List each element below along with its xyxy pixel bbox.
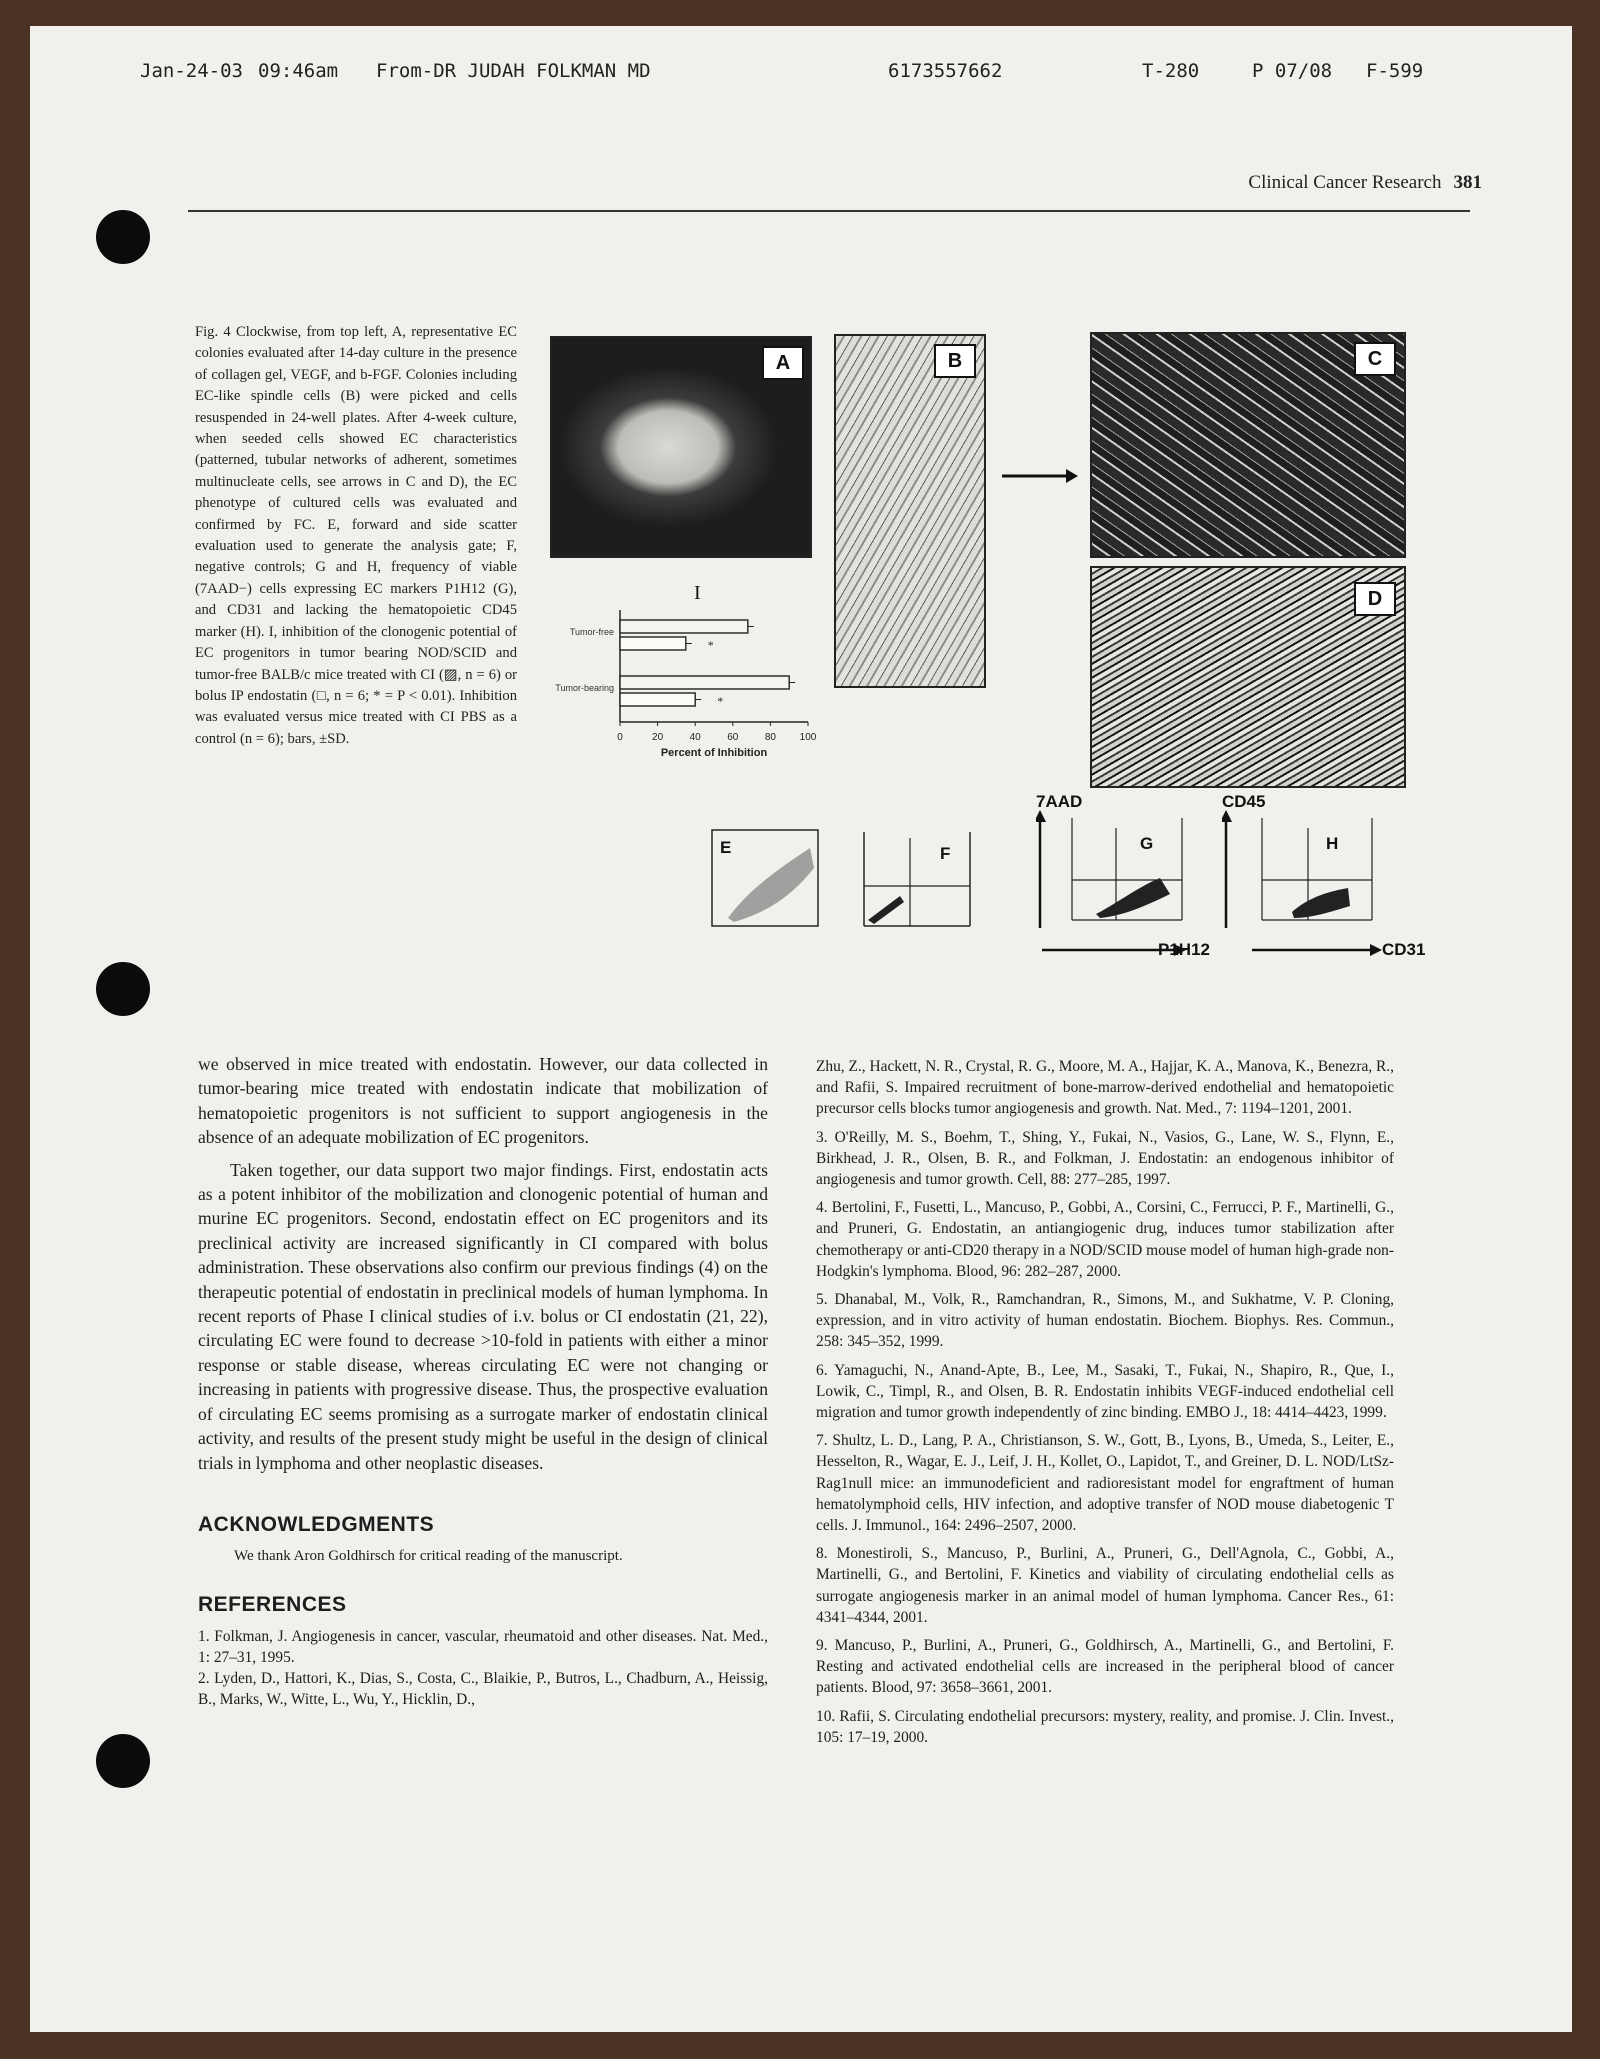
panel-h-y-axis-label: CD45 — [1222, 792, 1266, 811]
acknowledgments-heading: ACKNOWLEDGMENTS — [198, 1512, 435, 1536]
panel-a-micrograph — [550, 336, 812, 558]
panel-f-label: F — [940, 844, 951, 863]
body-paragraph-2: Taken together, our data support two major findings. First, endostatin acts as a potent inhibitor of the mobilization and clonogenic potential of human and murine EC progenitors. Second, endostatin effect on EC progenitors and its preclinical activity are increased significantly in CI compared with bolus administration. These observations also confirm our previous findings (4) on the therapeutic potential of endostatin in preclinical models of human lymphoma. In recent reports of Phase I clinical studies of i.v. bolus or CI endostatin (21, 22), circulating EC were found to decrease >10-fold in patients with either a minor response or stable disease, whereas circulating EC were not changing or increasing in patients with progressive disease. Thus, the prospective evaluation of circulating EC seems promising as a surrogate marker of endostatin clinical activity, and results of the present study might be useful in the design of clinical trials in lymphoma and other neoplastic diseases. — [198, 1159, 768, 1473]
panel-g-label: G — [1140, 834, 1154, 853]
panel-f-dot-plot — [860, 828, 974, 932]
panel-e-label: E — [720, 838, 732, 857]
chart-category-label: Tumor-bearing — [555, 683, 614, 693]
panel-a-label: A — [762, 346, 804, 380]
journal-name: Clinical Cancer Research — [1248, 172, 1442, 193]
fax-page: P 07/08 — [1252, 60, 1333, 82]
figure-caption: Fig. 4 Clockwise, from top left, A, representative EC colonies evaluated after 14-day culture in the presence of collagen gel, VEGF, and b-FGF. Colonies including EC-like spindle cells (B) were picked and cells resuspended in 24-well plates. After 4-week culture, when seeded cells showed EC characteristics (patterned, tubular networks of adherent, sometimes multinucleate cells, see arrows in C and D), the EC phenotype of cultured cells was evaluated and confirmed by FC. E, forward and side scatter evaluation used to generate the analysis gate; F, negative controls; G and H, frequency of viable (7AAD−) cells expressing EC markers P1H12 (G), and CD31 and lacking the hematopoietic CD45 marker (H). I, inhibition of the clonogenic potential of EC progenitors in tumor bearing NOD/SCID and tumor-free BALB/c mice treated with CI (▨, n = 6) or bolus IP endostatin (□, n = 6; * = P < 0.01). Inhibition was evaluated versus mice treated with CI PBS as a control (n = 6); bars, ±SD. — [195, 324, 517, 747]
panel-f-dotplot — [860, 828, 974, 932]
acknowledgments-text: We thank Aron Goldhirsch for critical reading of the manuscript. — [234, 1548, 623, 1565]
panel-d-micrograph — [1090, 566, 1406, 788]
fax-date: Jan-24-03 — [140, 60, 243, 82]
punch-hole-top — [96, 210, 150, 264]
chart-significance-mark: * — [707, 638, 714, 652]
fax-phone: 6173557662 — [888, 60, 1003, 82]
panel-h-label: H — [1326, 834, 1339, 853]
reference-7: 7. Shultz, L. D., Lang, P. A., Christianson, S. W., Gott, B., Lyons, B., Umeda, S., Leiter, E., Hesselton, R., Wagar, E. J., Leif, J. H., Kollet, O., Lapidot, T., and Greiner, D. L. NOD/LtSz-Rag1null mice: an immunodeficient and radioresistant model for engraftment of human hematolymphoid cells, HIV infection, and adoptive transfer of NOD mouse diabetogenic T cells. J. Immunol., 164: 2496–2507, 2000. — [816, 1432, 1394, 1535]
chart-x-tick-label: 80 — [764, 732, 776, 743]
panel-g-plot — [1036, 808, 1226, 958]
body-left-column — [198, 1052, 768, 1711]
panel-i-chart — [532, 582, 832, 802]
reference-3: 3. O'Reilly, M. S., Boehm, T., Shing, Y., Fukai, N., Vasios, G., Lane, W. S., Flynn, E., Birkhead, J. R., Olsen, B. R., and Folkman, J. Endostatin: an endogenous inhibitor of angiogenesis and tumor growth. Cell, 88: 277–285, 1997. — [816, 1128, 1394, 1189]
body-right-column — [816, 1056, 1394, 1755]
reference-1: 1. Folkman, J. Angiogenesis in cancer, vascular, rheumatoid and other diseases. Nat. Med., 1: 27–31, 1995. — [198, 1627, 768, 1666]
punch-hole-bottom — [96, 1734, 150, 1788]
panel-c-micrograph — [1090, 332, 1406, 558]
panel-e-scatter — [710, 828, 822, 932]
reference-2-start: 2. Lyden, D., Hattori, K., Dias, S., Costa, C., Blaikie, P., Butros, L., Chadburn, A., Heissig, B., Marks, W., Witte, L., Wu, Y., Hicklin, D., — [198, 1670, 768, 1709]
reference-8: 8. Monestiroli, S., Mancuso, P., Burlini, A., Pruneri, G., Dell'Agnola, C., Gobbi, A., Martinelli, G., and Bertolini, F. Kinetics and viability of circulating endothelial cells as surrogate angiogenesis marker in an animal model of human lymphoma. Cancer Res., 61: 4341–4344, 2001. — [816, 1545, 1394, 1626]
chart-x-tick-label: 40 — [689, 732, 701, 743]
references-heading: REFERENCES — [198, 1593, 347, 1617]
chart-significance-mark: * — [717, 694, 724, 708]
panel-i-label: I — [694, 582, 701, 604]
panel-b-micrograph — [834, 334, 986, 688]
chart-x-tick-label: 20 — [652, 732, 664, 743]
panel-g-x-axis-label: P1H12 — [1158, 940, 1210, 959]
panel-g-y-axis-label: 7AAD — [1036, 792, 1083, 811]
panel-d-label: D — [1354, 582, 1396, 616]
body-paragraph-1: we observed in mice treated with endostatin. However, our data collected in tumor-bearing mice treated with endostatin indicate that mobilization of hematopoietic progenitors is not sufficient to support angiogenesis in the absence of an adequate mobilization of EC progenitors. — [198, 1054, 768, 1148]
fax-t-code: T-280 — [1142, 60, 1200, 82]
journal-page-number: 381 — [1453, 172, 1482, 193]
figure-4 — [530, 316, 1430, 966]
chart-bar — [620, 676, 789, 689]
chart-x-tick-label: 100 — [799, 732, 817, 743]
panel-h-x-axis-label: CD31 — [1382, 940, 1426, 959]
chart-x-tick-label: 0 — [617, 732, 623, 743]
punch-hole-middle — [96, 962, 150, 1016]
reference-5: 5. Dhanabal, M., Volk, R., Ramchandran, R., Simons, M., and Sukhatme, V. P. Cloning, expression, and in vitro activity of human endostatin. Biochem. Biophys. Res. Commun., 258: 345–352, 1999. — [816, 1291, 1394, 1351]
reference-4: 4. Bertolini, F., Fusetti, L., Mancuso, P., Gobbi, A., Corsini, C., Ferrucci, P. F., Martinelli, G., and Pruneri, G. Endostatin, an antiangiogenic drug, induces tumor stabilization after chemotherapy or anti-CD20 therapy in a NOD/SCID mouse model of human high-grade non-Hodgkin's lymphoma. Blood, 96: 282–287, 2000. — [816, 1199, 1394, 1280]
chart-bar — [620, 637, 686, 650]
reference-2-end: Zhu, Z., Hackett, N. R., Crystal, R. G., Moore, M. A., Hajjar, K. A., Manova, K., Benezra, R., and Rafii, S. Impaired recruitment of bone-marrow-derived endothelial and hematopoietic precursor cells blocks tumor angiogenesis and growth. Nat. Med., 7: 1194–1201, 2001. — [816, 1058, 1394, 1118]
chart-x-axis-label: Percent of Inhibition — [660, 747, 768, 759]
arrow-b-to-c-icon — [1000, 466, 1080, 486]
chart-bar — [620, 693, 695, 706]
panel-c-label: C — [1354, 342, 1396, 376]
inhibition-bar-chart — [532, 602, 832, 802]
fax-time: 09:46am — [258, 60, 339, 82]
panel-g-dotplot — [1036, 792, 1226, 962]
reference-9: 9. Mancuso, P., Burlini, A., Pruneri, G., Goldhirsch, A., Martinelli, G., and Bertolini, F. Resting and activated endothelial cells are increased in the peripheral blood of cancer patients. Blood, 97: 3658–3661, 2001. — [816, 1637, 1394, 1697]
panel-h-dotplot — [1222, 792, 1426, 962]
panel-b-label: B — [934, 344, 976, 378]
reference-6: 6. Yamaguchi, N., Anand-Apte, B., Lee, M., Sasaki, T., Fukai, N., Shapiro, R., Que, I., Lowik, C., Timpl, R., and Olsen, B. R. Endostatin inhibits VEGF-induced endothelial cell migration and tumor growth independently of zinc binding. EMBO J., 18: 4414–4423, 1999. — [816, 1361, 1394, 1422]
fax-f-code: F-599 — [1366, 60, 1424, 82]
chart-x-tick-label: 60 — [727, 732, 739, 743]
reference-10: 10. Rafii, S. Circulating endothelial precursors: mystery, reality, and promise. J. Clin. Invest., 105: 17–19, 2000. — [816, 1707, 1394, 1746]
panel-h-plot — [1222, 808, 1422, 958]
journal-header — [1248, 172, 1482, 194]
fax-from: From-DR JUDAH FOLKMAN MD — [376, 60, 651, 82]
header-rule — [188, 210, 1470, 212]
chart-category-label: Tumor-free — [569, 627, 614, 637]
chart-bar — [620, 620, 748, 633]
paper-page — [30, 26, 1572, 2032]
